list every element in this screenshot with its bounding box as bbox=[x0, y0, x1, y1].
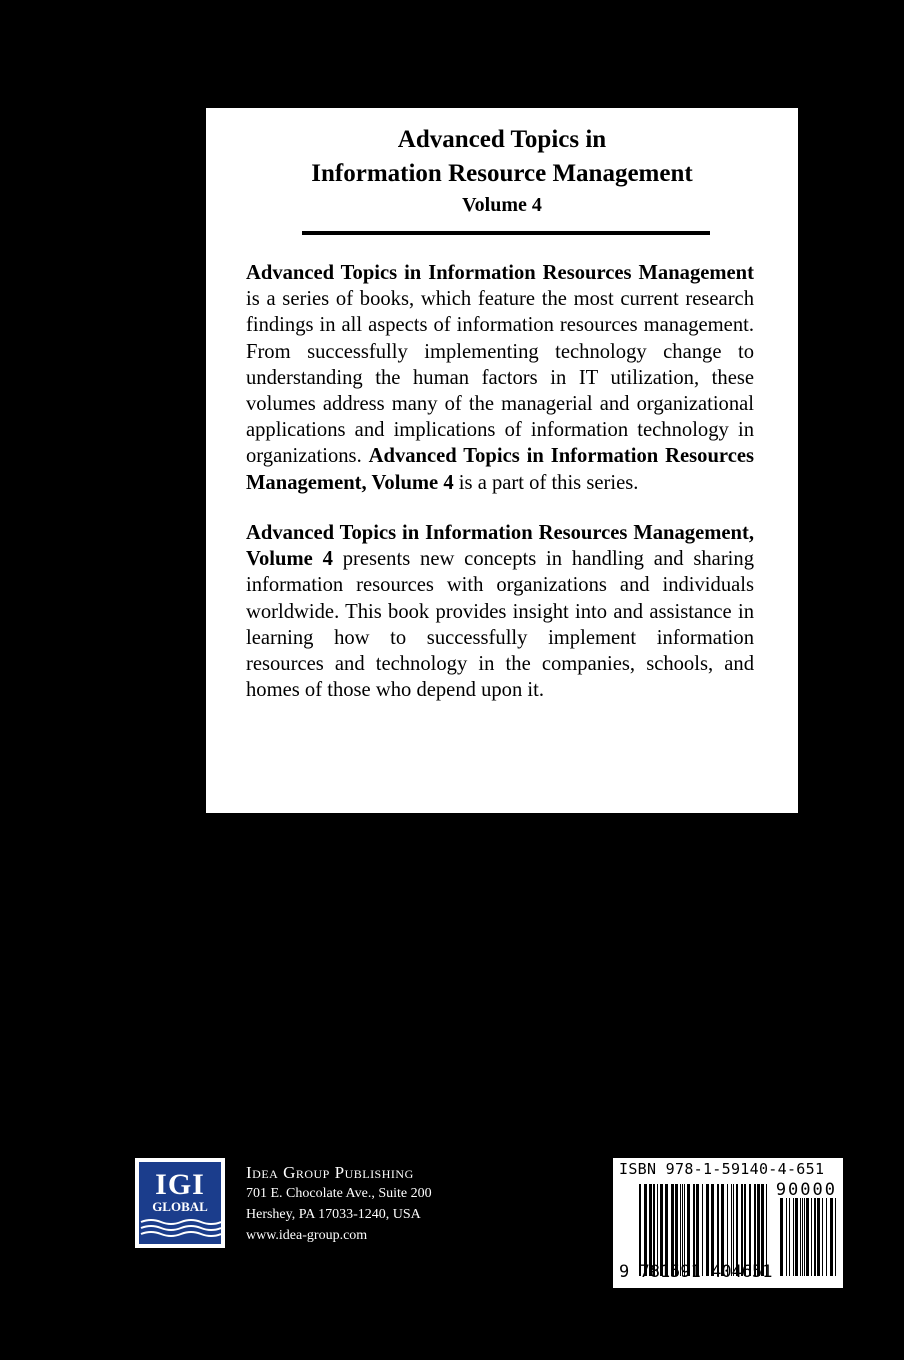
barcode-bar bbox=[802, 1198, 803, 1276]
book-volume: Volume 4 bbox=[462, 194, 542, 216]
paragraph-text: is a part of this series. bbox=[453, 471, 639, 494]
barcode-digits: 9 781591 404651 bbox=[619, 1262, 773, 1282]
waves-icon bbox=[139, 1218, 221, 1238]
barcode-bar bbox=[804, 1198, 805, 1276]
isbn-text: ISBN 978-1-59140-4-651 bbox=[619, 1160, 825, 1178]
publisher-name: Idea Group Publishing bbox=[246, 1163, 414, 1182]
book-title-line1: Advanced Topics in bbox=[397, 126, 607, 153]
barcode-bar bbox=[817, 1198, 820, 1276]
barcode-bar bbox=[830, 1198, 833, 1276]
series-name: Advanced Topics in Information Resources Management bbox=[246, 262, 754, 284]
barcode-bar bbox=[795, 1198, 798, 1276]
barcode-bar bbox=[806, 1198, 809, 1276]
paragraph-text: is a series of books, which feature the most current research findings in all aspects of information resources management. From successfully implementing technology change to understanding the human factors in IT utilization, these volumes address many of the managerial and organizational applications and implications of information technology in organizations. bbox=[246, 288, 754, 468]
book-name: Advanced Topics in Information Resources Management, Volume 4 bbox=[246, 522, 754, 571]
barcode-bar bbox=[822, 1198, 823, 1276]
publisher-address-line2: Hershey, PA 17033-1240, USA bbox=[246, 1207, 421, 1222]
description-panel bbox=[206, 108, 798, 813]
isbn-barcode bbox=[613, 1158, 843, 1288]
book-name: Advanced Topics in Information Resources Management, Volume 4 bbox=[246, 445, 754, 494]
description-paragraph-1 bbox=[246, 260, 754, 496]
publisher-info bbox=[246, 1162, 432, 1246]
barcode-bar bbox=[786, 1198, 787, 1276]
barcode-bar bbox=[814, 1198, 816, 1276]
barcode-bar bbox=[826, 1198, 827, 1276]
book-title-line2: Information Resource Management bbox=[311, 160, 693, 187]
paragraph-text: presents new concepts in handling and sharing information resources with organizations and individuals worldwide. This book provides insight into and assistance in learning how to successfully implement information resources and technology in the companies, schools, and homes of those who depend upon it. bbox=[246, 548, 755, 702]
publisher-address-line1: 701 E. Chocolate Ave., Suite 200 bbox=[246, 1186, 432, 1201]
barcode-addon: 90000 bbox=[775, 1180, 837, 1200]
title-divider bbox=[302, 231, 710, 235]
publisher-website: www.idea-group.com bbox=[246, 1228, 368, 1243]
barcode-bar bbox=[780, 1198, 783, 1276]
barcode-bar bbox=[789, 1198, 790, 1276]
barcode-bar bbox=[793, 1198, 794, 1276]
barcode-bar bbox=[835, 1198, 836, 1276]
logo-background bbox=[139, 1162, 221, 1244]
description-paragraph-2 bbox=[246, 520, 754, 703]
igi-global-logo bbox=[135, 1158, 225, 1248]
logo-igi-text: IGI bbox=[155, 1168, 205, 1201]
logo-global-text: GLOBAL bbox=[152, 1199, 208, 1214]
barcode-bar bbox=[800, 1198, 801, 1276]
barcode-bar bbox=[811, 1198, 812, 1276]
